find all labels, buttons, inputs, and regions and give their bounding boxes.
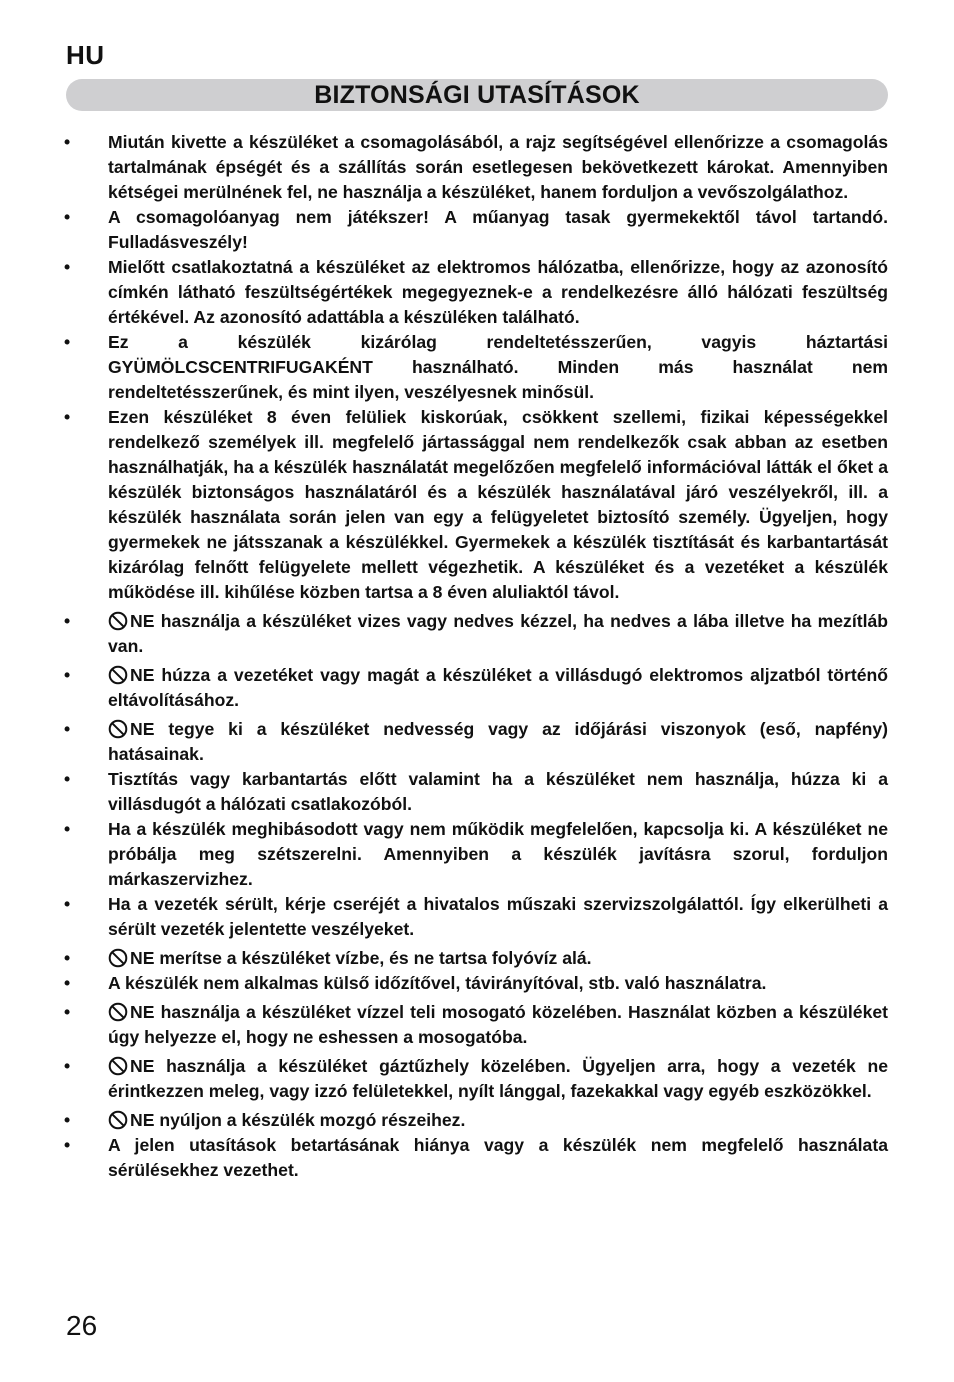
list-item <box>64 1054 888 1104</box>
bullet: • <box>64 332 71 352</box>
page-title: BIZTONSÁGI UTASÍTÁSOK <box>314 80 640 109</box>
item-text: Mielőtt csatlakoztatná a készüléket az elektromos hálózatba, ellenőrizze, hogy az azonosító címkén látható feszültségértékek megegyeznek-e a rendelkezésre álló hálózati feszültség értékével. Az azonosító adattábla a készüléken található. <box>108 257 888 327</box>
bullet: • <box>64 611 71 631</box>
item-text: Miután kivette a készüléket a csomagolásából, a rajz segítségével ellenőrizze a csomagolás tartalmának épségét és a szállítás során esetlegesen bekövetkezett károkat. Amennyiben kétségei merülnének fel, ne használja a készüléket, hanem forduljon a vevőszolgálathoz. <box>108 132 888 202</box>
item-text: A készülék nem alkalmas külső időzítővel, távirányítóval, stb. való használatra. <box>108 973 767 993</box>
prohibited-icon <box>108 1002 128 1022</box>
list-item <box>64 717 888 767</box>
bullet: • <box>64 207 71 227</box>
list-item <box>64 255 888 330</box>
prohibited-icon <box>108 1110 128 1130</box>
list-item <box>64 892 888 942</box>
bullet: • <box>64 973 71 993</box>
item-text: NE használja a készüléket vizes vagy nedves kézzel, ha nedves a lába illetve ha mezítláb van. <box>108 611 888 656</box>
bullet: • <box>64 407 71 427</box>
list-item <box>64 1000 888 1050</box>
item-text: NE húzza a vezetéket vagy magát a készüléket a villásdugó elektromos aljzatból történő eltávolításához. <box>108 665 888 710</box>
list-item <box>64 130 888 205</box>
safety-instructions-list <box>0 130 954 1183</box>
bullet: • <box>64 894 71 914</box>
item-text: NE használja a készüléket vízzel teli mosogató közelében. Használat közben a készüléket úgy helyezze el, hogy ne eshessen a mosogatóba. <box>108 1002 888 1047</box>
list-item <box>64 767 888 817</box>
prohibited-icon <box>108 611 128 631</box>
bullet: • <box>64 769 71 789</box>
list-item <box>64 946 888 971</box>
list-item <box>64 971 888 996</box>
item-text: A jelen utasítások betartásának hiánya vagy a készülék nem megfelelő használata sérülésekhez vezethet. <box>108 1135 888 1180</box>
prohibited-icon <box>108 719 128 739</box>
bullet: • <box>64 257 71 277</box>
bullet: • <box>64 719 71 739</box>
item-text: Ezen készüléket 8 éven felüliek kiskorúak, csökkent szellemi, fizikai képességekkel rendelkező személyek ill. megfelelő jártassággal nem rendelkezők csak abban az esetben használhatják, ha a készülék használatát megelőzően megfelelő információval látták el őket a készülék biztonságos használatáról és a készülék használatával járó veszélyekről, ill. a készülék használata során jelen van egy a felügyeletet biztosító személy. Ügyeljen, hogy gyermekek ne játsszanak a készülékkel. Gyermekek a készülék tisztítását és karbantartását kizárólag felnőtt felügyelete mellett végezhetik. A készüléket és a vezetéket a készülék működése ill. kihűlése közben tartsa a 8 éven aluliaktól távol. <box>108 407 888 602</box>
item-text: NE tegye ki a készüléket nedvesség vagy az időjárási viszonyok (eső, napfény) hatásainak. <box>108 719 888 764</box>
item-text: Ez a készülék kizárólag rendeltetésszerűen, vagyis háztartási GYÜMÖLCSCENTRIFUGAKÉNT használható. Minden más használat nem rendeltetésszerűnek, és mint ilyen, veszélyesnek minősül. <box>108 332 888 402</box>
bullet: • <box>64 1056 71 1076</box>
prohibited-icon <box>108 948 128 968</box>
prohibited-icon <box>108 665 128 685</box>
list-item <box>64 1133 888 1183</box>
bullet: • <box>64 1110 71 1130</box>
list-item <box>64 205 888 255</box>
bullet: • <box>64 819 71 839</box>
language-code: HU <box>66 40 105 70</box>
list-item <box>64 609 888 659</box>
item-text: NE használja a készüléket gáztűzhely közelében. Ügyeljen arra, hogy a vezeték ne érintkezzen meleg, vagy izzó felületekkel, nyílt lánggal, fazekakkal vagy egyéb eszközökkel. <box>108 1056 888 1101</box>
list-item <box>64 663 888 713</box>
item-text: Tisztítás vagy karbantartás előtt valamint ha a készüléket nem használja, húzza ki a villásdugót a hálózati csatlakozóból. <box>108 769 888 814</box>
item-text: NE merítse a készüléket vízbe, és ne tartsa folyóvíz alá. <box>130 948 592 968</box>
page-number: 26 <box>66 1310 98 1341</box>
bullet: • <box>64 665 71 685</box>
item-text: Ha a készülék meghibásodott vagy nem működik megfelelően, kapcsolja ki. A készüléket ne próbálja meg szétszerelni. Amennyiben a készülék javításra szorul, forduljon márkaszervizhez. <box>108 819 888 889</box>
list-item <box>64 330 888 405</box>
bullet: • <box>64 132 71 152</box>
bullet: • <box>64 1135 71 1155</box>
list-item <box>64 817 888 892</box>
item-text: A csomagolóanyag nem játékszer! A műanyag tasak gyermekektől távol tartandó. Fulladásveszély! <box>108 207 888 252</box>
bullet: • <box>64 1002 71 1022</box>
title-bar <box>66 79 888 111</box>
prohibited-icon <box>108 1056 128 1076</box>
item-text: NE nyúljon a készülék mozgó részeihez. <box>130 1110 466 1130</box>
list-item <box>64 405 888 605</box>
item-text: Ha a vezeték sérült, kérje cseréjét a hivatalos műszaki szervizszolgálattól. Így elkerülheti a sérült vezeték jelentette veszélyeket. <box>108 894 888 939</box>
bullet: • <box>64 948 71 968</box>
list-item <box>64 1108 888 1133</box>
